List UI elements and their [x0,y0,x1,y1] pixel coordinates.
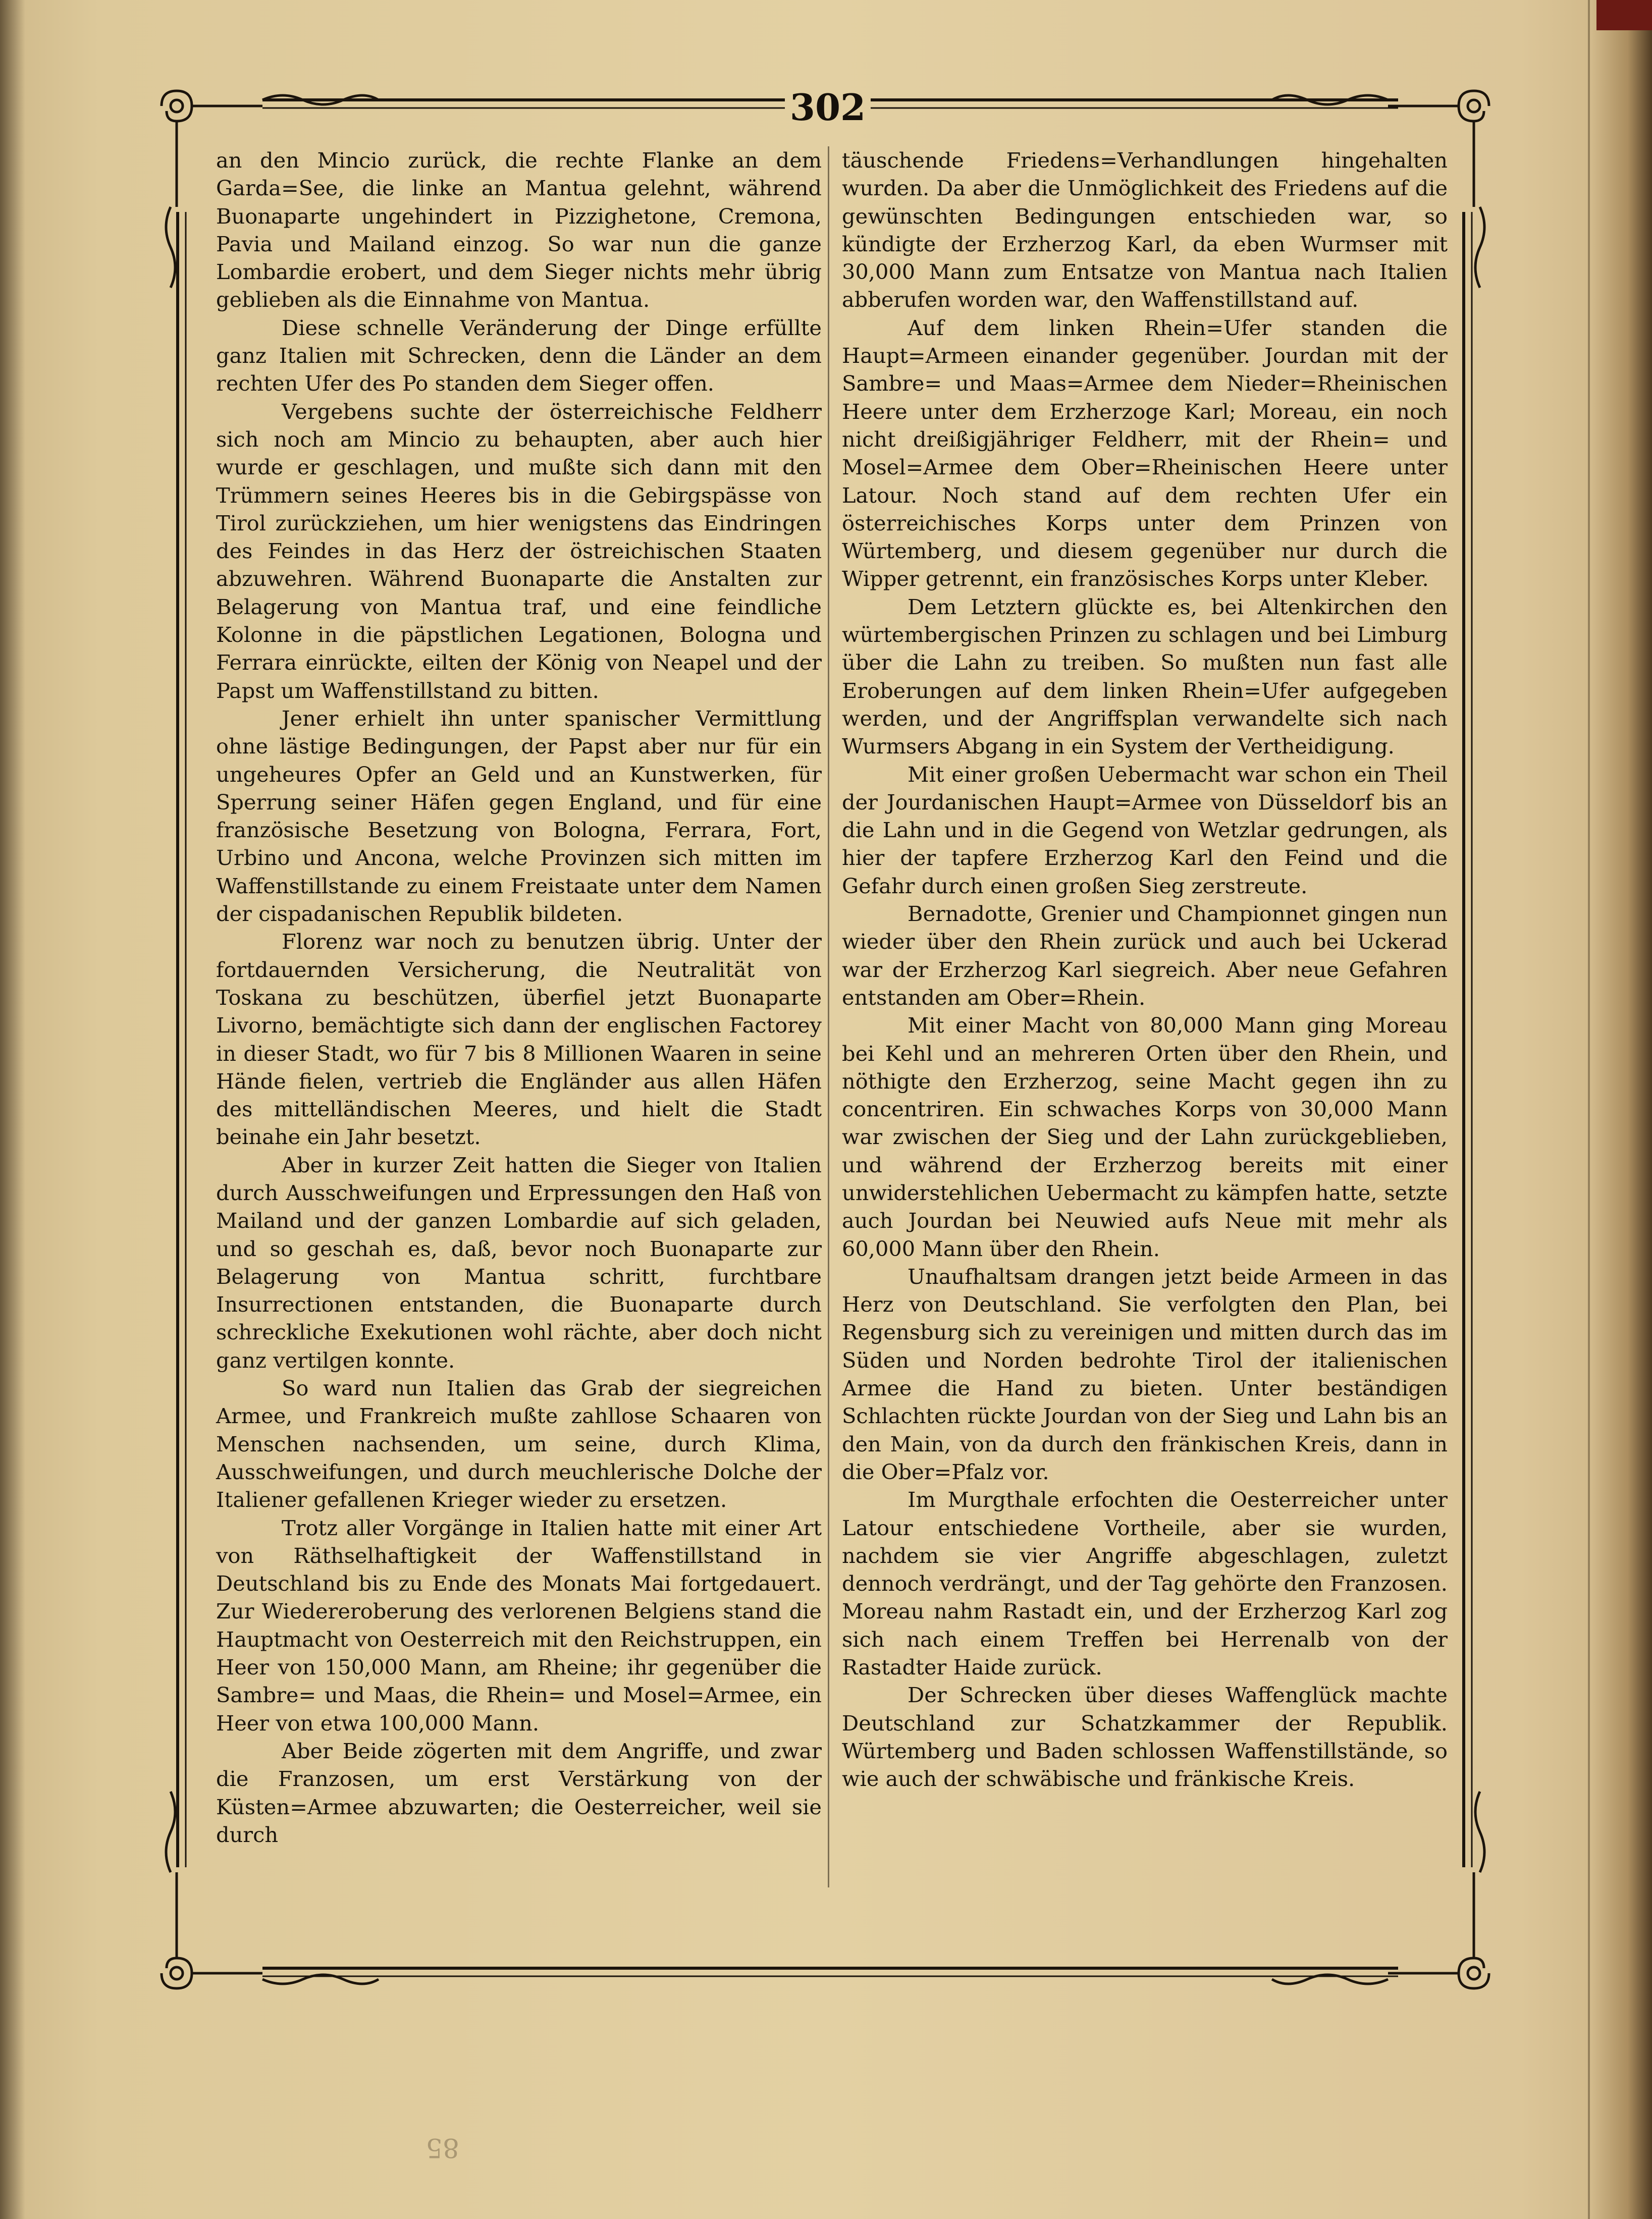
paragraph: täuschende Friedens=Verhandlungen hingehalten wurden. Da aber die Unmöglichkeit des Friedens auf die gewünschten Bedingungen entschieden war, so kündigte der Erzherzog Karl, da eben Wurmser mit 30,000 Mann zum Entsatze von Mantua nach Italien abberufen worden war, den Waffenstillstand auf. [842,148,1448,312]
left-column [216,146,822,1849]
page-number: 302 [789,86,866,129]
bleed-through-number: 85 [425,2132,459,2162]
paragraph: an den Mincio zurück, die rechte Flanke an dem Garda=See, die linke an Mantua gelehnt, während Buonaparte ungehindert in Pizzighetone, Cremona, Pavia und Mailand einzog. So war nun die ganze Lombardie erobert, und dem Sieger nichts mehr übrig geblieben als die Einnahme von Mantua. [216,148,822,312]
paragraph: Bernadotte, Grenier und Championnet gingen nun wieder über den Rhein zurück und auch bei Uckerad war der Erzherzog Karl siegreich. Aber neue Gefahren entstanden am Ober=Rhein. [842,901,1448,1010]
right-column [842,146,1448,1793]
paragraph: Im Murgthale erfochten die Oesterreicher unter Latour entschiedene Vortheile, aber sie wurden, nachdem sie vier Angriffe abgeschlagen, zuletzt dennoch verdrängt, und der Tag gehörte den Franzosen. Moreau nahm Rastadt ein, und der Erzherzog Karl zog sich nach einem Treffen bei Herrenalb von der Rastadter Haide zurück. [842,1487,1448,1680]
paragraph: Dem Letztern glückte es, bei Altenkirchen den würtembergischen Prinzen zu schlagen und bei Limburg über die Lahn zu treiben. So mußten nun fast alle Eroberungen auf dem linken Rhein=Ufer aufgegeben werden, und der Angriffsplan verwandelte sich nach Wurmsers Abgang in ein System der Vertheidigung. [842,594,1448,759]
paragraph: Jener erhielt ihn unter spanischer Vermittlung ohne lästige Bedingungen, der Papst aber nur für ein ungeheures Opfer an Geld und an Kunstwerken, für Sperrung seiner Häfen gegen England, und für eine französische Besetzung von Bologna, Ferrara, Fort, Urbino und Ancona, welche Provinzen sich mitten im Waffenstillstande zu einem Freistaate unter dem Namen der cispadanischen Republik bildeten. [216,706,822,927]
paragraph: Vergebens suchte der österreichische Feldherr sich noch am Mincio zu behaupten, aber auch hier wurde er geschlagen, und mußte sich dann mit den Trümmern seines Heeres bis in die Gebirgspässe von Tirol zurückziehen, um hier wenigstens das Eindringen des Feindes in das Herz der östreichischen Staaten abzuwehren. Während Buonaparte die Anstalten zur Belagerung von Mantua traf, und eine feindliche Kolonne in die päpstlichen Legationen, Bologna und Ferrara einrückte, eilten der König von Neapel und der Papst um Waffenstillstand zu bitten. [216,399,822,703]
paragraph: So ward nun Italien das Grab der siegreichen Armee, und Frankreich mußte zahllose Schaaren von Menschen nachsenden, um seine, durch Klima, Ausschweifungen, und durch meuchlerische Dolche der Italiener gefallenen Krieger wieder zu ersetzen. [216,1376,822,1512]
paragraph: Aber in kurzer Zeit hatten die Sieger von Italien durch Ausschweifungen und Erpressungen den Haß von Mailand und der ganzen Lombardie auf sich geladen, und so geschah es, daß, bevor noch Buonaparte zur Belagerung von Mantua schritt, furchtbare Insurrectionen entstanden, die Buonaparte durch schreckliche Exekutionen wohl rächte, aber doch nicht ganz vertilgen konnte. [216,1152,822,1373]
paragraph: Der Schrecken über dieses Waffenglück machte Deutschland zur Schatzkammer der Republik. Würtemberg und Baden schlossen Waffenstillstände, so wie auch der schwäbische und fränkische Kreis. [842,1683,1448,1792]
paragraph: Florenz war noch zu benutzen übrig. Unter der fortdauernden Versicherung, die Neutralität von Toskana zu beschützen, überfiel jetzt Buonaparte Livorno, bemächtigte sich dann der englischen Factorey in dieser Stadt, wo für 7 bis 8 Millionen Waaren in seine Hände fielen, vertrieb die Engländer aus allen Häfen des mittelländischen Meeres, und hielt die Stadt beinahe ein Jahr besetzt. [216,929,822,1150]
paragraph: Trotz aller Vorgänge in Italien hatte mit einer Art von Räthselhaftigkeit der Waffenstillstand in Deutschland bis zu Ende des Monats Mai fortgedauert. Zur Wiedereroberung des verlorenen Belgiens stand die Hauptmacht von Oesterreich mit den Reichstruppen, ein Heer von 150,000 Mann, am Rheine; ihr gegenüber die Sambre= und Maas, die Rhein= und Mosel=Armee, ein Heer von etwa 100,000 Mann. [216,1515,822,1736]
column-divider [828,146,829,1887]
paragraph: Mit einer großen Uebermacht war schon ein Theil der Jourdanischen Haupt=Armee von Düsseldorf bis an die Lahn und in die Gegend von Wetzlar gedrungen, als hier der tapfere Erzherzog Karl den Feind und die Gefahr durch einen großen Sieg zerstreute. [842,762,1448,898]
paragraph: Unaufhaltsam drangen jetzt beide Armeen in das Herz von Deutschland. Sie verfolgten den Plan, bei Regensburg sich zu vereinigen und mitten durch das im Süden und Norden bedrohte Tirol der italienischen Armee die Hand zu bieten. Unter beständigen Schlachten rückte Jourdan von der Sieg und Lahn bis an den Main, von da durch den fränkischen Kreis, dann in die Ober=Pfalz vor. [842,1264,1448,1484]
paragraph: Diese schnelle Veränderung der Dinge erfüllte ganz Italien mit Schrecken, denn die Länder an dem rechten Ufer des Po standen dem Sieger offen. [216,315,822,396]
paragraph: Mit einer Macht von 80,000 Mann ging Moreau bei Kehl und an mehreren Orten über den Rhein, und nöthigte den Erzherzog, seine Macht gegen ihn zu concentriren. Ein schwaches Korps von 30,000 Mann war zwischen der Sieg und der Lahn zurückgeblieben, und während der Erzherzog bereits mit einer unwiderstehlichen Uebermacht zu kämpfen hatte, setzte auch Jourdan bei Neuwied aufs Neue mit mehr als 60,000 Mann über den Rhein. [842,1013,1448,1261]
paragraph: Aber Beide zögerten mit dem Angriffe, und zwar die Franzosen, um erst Verstärkung von der Küsten=Armee abzuwarten; die Oesterreicher, weil sie durch [216,1738,822,1847]
paragraph: Auf dem linken Rhein=Ufer standen die Haupt=Armeen einander gegenüber. Jourdan mit der Sambre= und Maas=Armee dem Nieder=Rheinischen Heere unter dem Erzherzoge Karl; Moreau, ein noch nicht dreißigjähriger Feldherr, mit der Rhein= und Mosel=Armee dem Ober=Rheinischen Heere unter Latour. Noch stand auf dem rechten Ufer ein österreichisches Korps unter dem Prinzen von Würtemberg, und diesem gegenüber nur durch die Wipper getrennt, ein französisches Korps unter Kleber. [842,315,1448,591]
